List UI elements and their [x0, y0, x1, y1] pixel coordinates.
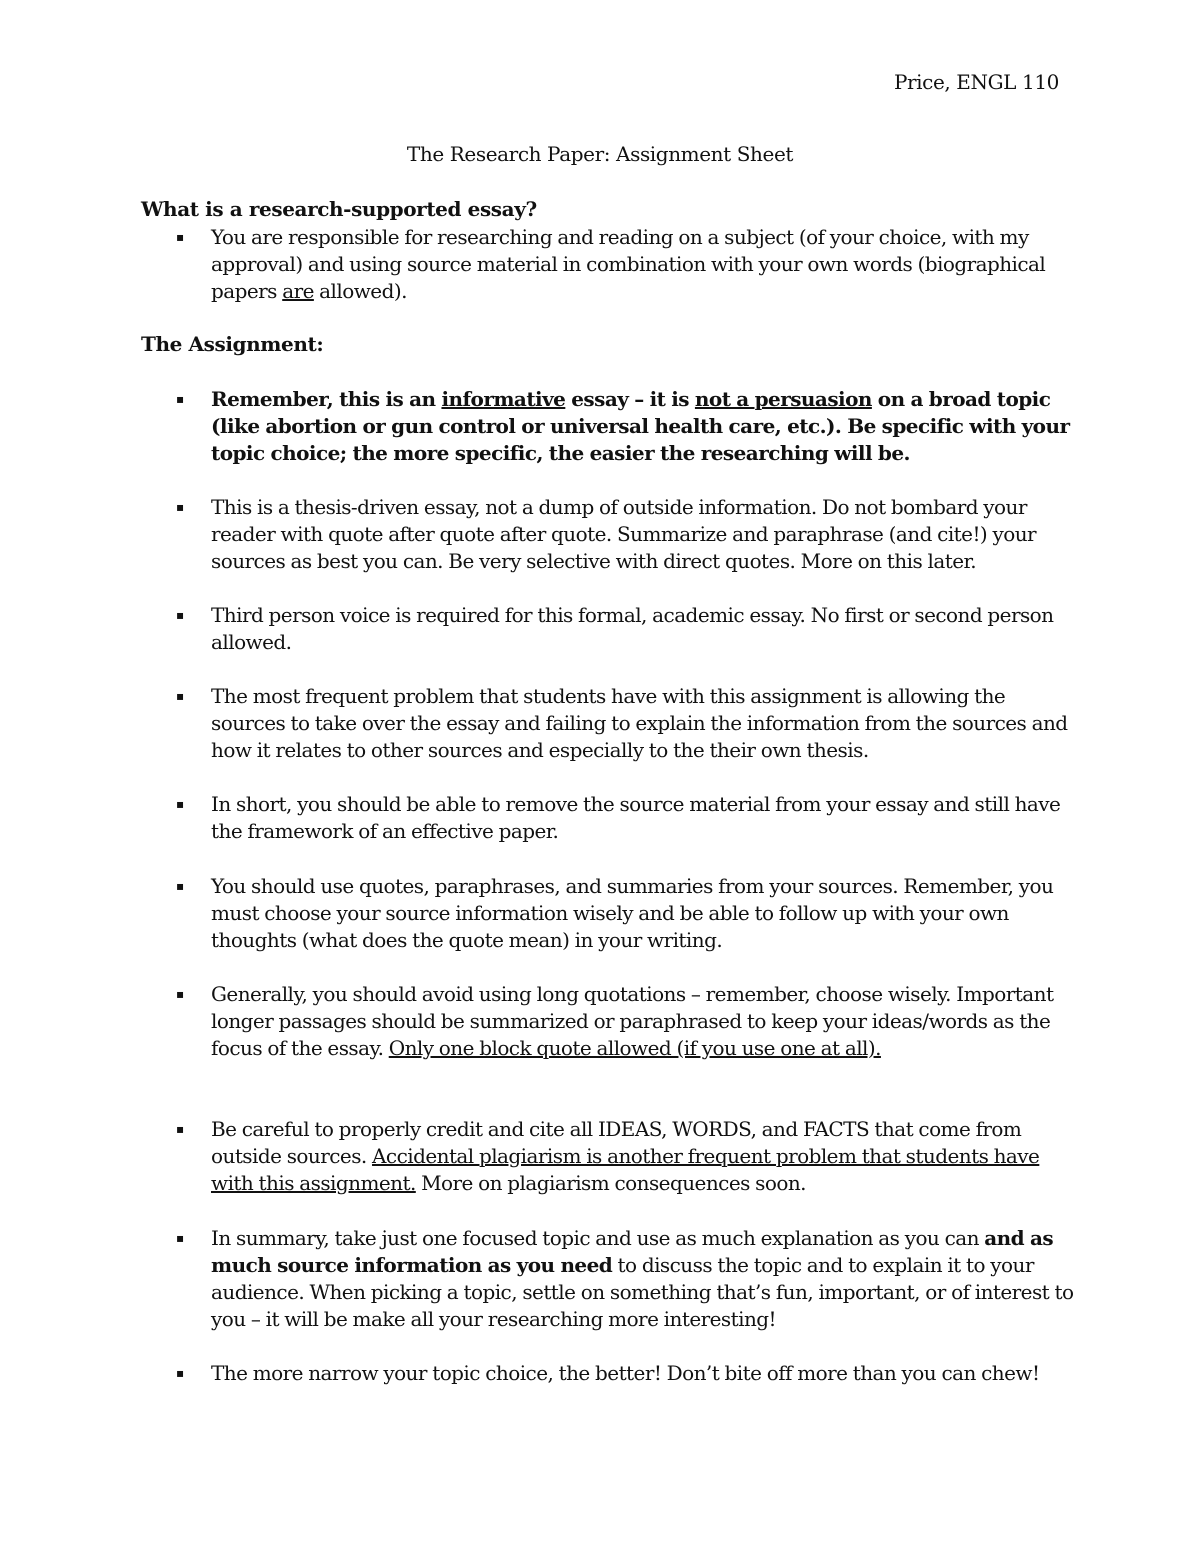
- list-item: Remember, this is an informative essay – it is not a persuasion on a broad topic (like abortion or gun control or universal health care, etc.). Be specific with your topic choice; the more specific, the easier the researching will be.: [211, 387, 1070, 465]
- bullet-icon: ▪: [176, 1366, 185, 1380]
- section-heading-assignment: The Assignment:: [141, 332, 324, 356]
- bullet-icon: ▪: [176, 500, 185, 514]
- bullet-icon: ▪: [176, 1122, 185, 1136]
- list-item: This is a thesis-driven essay, not a dump of outside information. Do not bombard your reader with quote after quote after quote. Summarize and paraphrase (and cite!) your sources as best you can. Be very selective with direct quotes. More on this later.: [211, 495, 1037, 573]
- page-title: The Research Paper: Assignment Sheet: [406, 142, 794, 166]
- list-item: Be careful to properly credit and cite all IDEAS, WORDS, and FACTS that come from outside sources. Accidental plagiarism is another frequent problem that students have with this assignment. More on plagiarism consequences soon.: [211, 1117, 1040, 1195]
- bullet-icon: ▪: [176, 689, 185, 703]
- list-item: Third person voice is required for this formal, academic essay. No first or second person allowed.: [211, 603, 1054, 654]
- list-item: In short, you should be able to remove the source material from your essay and still have the framework of an effective paper.: [211, 792, 1061, 843]
- bullet-icon: ▪: [176, 1231, 185, 1245]
- list-item: You are responsible for researching and reading on a subject (of your choice, with my approval) and using source material in combination with your own words (biographical papers are allowed).: [211, 225, 1046, 303]
- list-item: In summary, take just one focused topic and use as much explanation as you can and as much source information as you need to discuss the topic and to explain it to your audience. When picking a topic, settle on something that’s fun, important, or of interest to you – it will be make all your researching more interesting!: [211, 1226, 1074, 1331]
- list-item: The most frequent problem that students have with this assignment is allowing the sources to take over the essay and failing to explain the information from the sources and how it relates to other sources and especially to the their own thesis.: [211, 684, 1068, 762]
- bullet-icon: ▪: [176, 230, 185, 244]
- bullet-icon: ▪: [176, 392, 185, 406]
- section-heading-what-is: What is a research-supported essay?: [141, 197, 537, 221]
- running-head: Price, ENGL 110: [893, 70, 1059, 94]
- list-item: Generally, you should avoid using long quotations – remember, choose wisely. Important longer passages should be summarized or paraphrased to keep your ideas/words as the focus of the essay. Only one block quote allowed (if you use one at all).: [211, 982, 1054, 1060]
- list-item: The more narrow your topic choice, the better! Don’t bite off more than you can chew!: [211, 1361, 1040, 1385]
- list-item: You should use quotes, paraphrases, and summaries from your sources. Remember, you must choose your source information wisely and be able to follow up with your own thoughts (what does the quote mean) in your writing.: [211, 874, 1054, 952]
- bullet-icon: ▪: [176, 987, 185, 1001]
- bullet-icon: ▪: [176, 879, 185, 893]
- bullet-icon: ▪: [176, 608, 185, 622]
- bullet-icon: ▪: [176, 797, 185, 811]
